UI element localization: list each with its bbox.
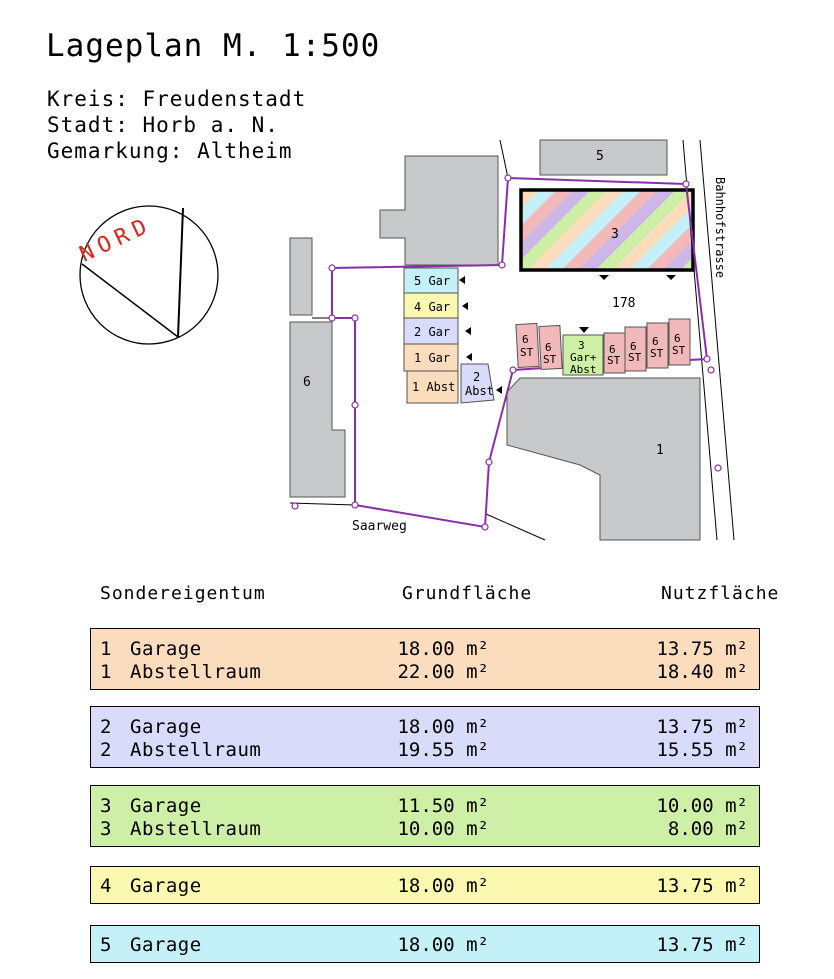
unit-2-storage-label: Abst [465,384,494,398]
svg-text:6: 6 [630,340,637,353]
street-saarweg: Saarweg [352,519,407,534]
unit-3-label-2: Abst [570,363,597,376]
svg-text:6: 6 [609,343,616,356]
svg-text:6: 6 [674,332,681,345]
page-title: Lageplan M. 1:500 [46,28,381,64]
row-name: Garage [130,716,202,738]
row-grundflaeche: 18.00 m² [397,638,489,660]
row-name: Garage [130,934,202,956]
row-nutzflaeche: 15.55 m² [656,739,748,761]
row-nr: 2 [100,716,112,738]
svg-text:ST: ST [672,344,686,357]
unit-4-row-group [90,866,760,904]
entry-marker-2 [666,275,676,280]
svg-text:6: 6 [652,335,659,348]
unit-3-num: 3 [578,339,585,352]
building-1-label: 1 [656,443,664,458]
svg-text:ST: ST [520,346,534,359]
entry-marker-1 [599,275,609,280]
row-nr: 3 [100,795,112,817]
row-nutzflaeche: 10.00 m² [656,795,748,817]
row-nutzflaeche: 13.75 m² [656,934,748,956]
row-nr: 1 [100,638,112,660]
building-5-label: 5 [596,149,604,164]
parcel-number: 178 [612,296,636,311]
row-nutzflaeche: 18.40 m² [656,661,748,683]
north-arrow-line [82,264,178,337]
building-6-label: 6 [303,375,311,390]
row-name: Abstellraum [130,739,262,761]
row-grundflaeche: 22.00 m² [397,661,489,683]
svg-text:ST: ST [650,347,664,360]
unit-3-row-group [90,785,760,847]
parcel-line-top [500,140,508,178]
building-top-center [380,156,498,265]
header-grundflaeche: Grundfläche [402,583,533,604]
row-nutzflaeche: 8.00 m² [667,818,748,840]
kreis-label: Kreis: Freudenstadt [47,87,307,111]
svg-text:ST: ST [628,351,642,364]
unit-1-label: 1 Gar [414,351,451,365]
row-nr: 1 [100,661,112,683]
garage-stack [404,268,502,403]
north-arrow [76,206,218,344]
row-name: Abstellraum [130,661,262,683]
row-nr: 3 [100,818,112,840]
unit-5-arrow [459,276,465,284]
building-3-label: 3 [611,227,619,242]
row-name: Garage [130,795,202,817]
row-grundflaeche: 11.50 m² [397,795,489,817]
row-name: Garage [130,875,202,897]
unit-2-arrow [465,327,471,335]
parking-row [516,319,690,376]
street-bahnhofstrasse: Bahnhofstrasse [713,177,727,279]
row-nr: 4 [100,875,112,897]
unit-2-label: 2 Gar [414,325,451,339]
unit-5-label: 5 Gar [414,274,451,288]
unit-1-arrow [466,353,472,361]
unit-3-arrow [579,327,589,333]
row-name: Garage [130,638,202,660]
north-arrow-needle [178,208,183,337]
row-name: Abstellraum [130,818,262,840]
header-sondereigentum: Sondereigentum [100,583,266,604]
row-nutzflaeche: 13.75 m² [656,638,748,660]
unit-1-storage-label: 1 Abst [412,380,456,394]
building-3 [521,190,693,270]
unit-4-label: 4 Gar [414,300,451,314]
unit-2-row-group [90,706,760,768]
svg-text:6: 6 [545,341,552,354]
parcel-line-bottom [486,514,545,540]
row-nr: 2 [100,739,112,761]
unit-2-storage-arrow [496,386,502,394]
row-nr: 5 [100,934,112,956]
stadt-label: Stadt: Horb a. N. [47,113,279,137]
row-nutzflaeche: 13.75 m² [656,875,748,897]
north-label: NORD [75,212,157,268]
unit-1-row-group [90,628,760,690]
building-1 [507,378,700,540]
unit-5-row-group [90,925,760,963]
gemarkung-label: Gemarkung: Altheim [47,139,293,163]
row-grundflaeche: 18.00 m² [397,934,489,956]
street-line-saarweg [290,503,355,505]
row-nutzflaeche: 13.75 m² [656,716,748,738]
unit-3-label-1: Gar+ [570,351,597,364]
header-nutzflaeche: Nutzfläche [661,583,780,604]
building-6 [290,322,345,497]
svg-text:ST: ST [607,354,621,367]
unit-2-storage-num: 2 [473,370,481,384]
svg-text:ST: ST [543,353,557,366]
row-grundflaeche: 19.55 m² [397,739,489,761]
row-grundflaeche: 10.00 m² [397,818,489,840]
svg-text:6: 6 [522,333,529,346]
building-left-top [290,238,312,315]
row-grundflaeche: 18.00 m² [397,875,489,897]
unit-4-arrow [462,302,468,310]
row-grundflaeche: 18.00 m² [397,716,489,738]
